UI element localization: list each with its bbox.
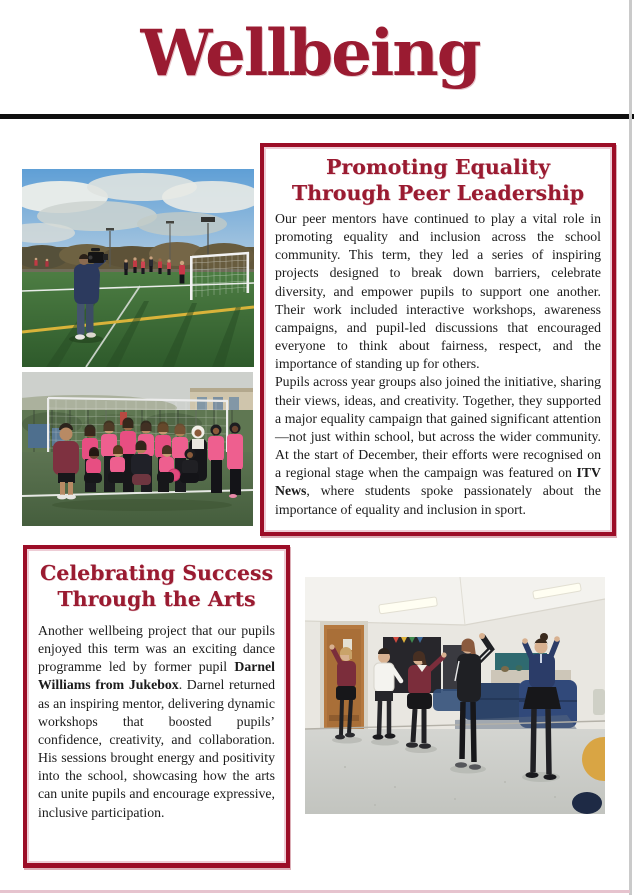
title-divider-rule: [0, 114, 634, 119]
team-group-illustration: [22, 372, 253, 526]
article-arts-title: Celebrating Success Through the Arts: [39, 561, 274, 611]
page-edge-line: [629, 0, 632, 895]
group-shadow: [52, 499, 232, 511]
football-filming-illustration: [22, 169, 254, 367]
photo-team-group: [22, 372, 253, 526]
article-arts-paragraph-1: Another wellbeing project that our pupils enjoyed this term was an exciting dance programme led by former pupil Darnel Williams from Jukebox. Darnel returned as an inspiring mentor, delivering dynamic workshops that boosted pupils’ confidence, creativity, and collaboration. His sessions brought energy and positivity into the school, showcasing how the arts can unite pupils and encourage expressive, inclusive participation.: [38, 623, 275, 820]
bag: [572, 792, 602, 814]
article-equality-box: [260, 143, 616, 536]
photo-dance-workshop: [305, 577, 605, 814]
article-equality-paragraph-2: Pupils across year groups also joined the initiative, sharing their views, ideas, and creativity. Together, they supported a major equality campaign that gained significant attention—not just within school, but across the wider community. At the start of December, their efforts were recognised on a regional stage when the campaign was featured on ITV News, where students spoke passionately about the importance of equality and inclusion in sport.: [275, 374, 601, 517]
dance-workshop-illustration: [305, 577, 605, 814]
article-equality-paragraph-1: Our peer mentors have continued to play a vital role in promoting equality and inclusion across the school community. This term, they led a series of inspiring projects designed to break down barriers, celebrate diversity, and empower pupils to support one another. Their work included interactive workshops, awareness campaigns, and pupil-led discussions that encouraged everyone to think about fairness, respect, and the importance of standing up for others.: [275, 211, 601, 372]
article-arts-box: [23, 545, 290, 868]
photo-football-filming: [22, 169, 254, 367]
bottom-accent-line: [0, 890, 630, 893]
article-equality-title: Promoting Equality Through Peer Leadership: [291, 155, 585, 205]
page-title: Wellbeing: [140, 16, 480, 91]
